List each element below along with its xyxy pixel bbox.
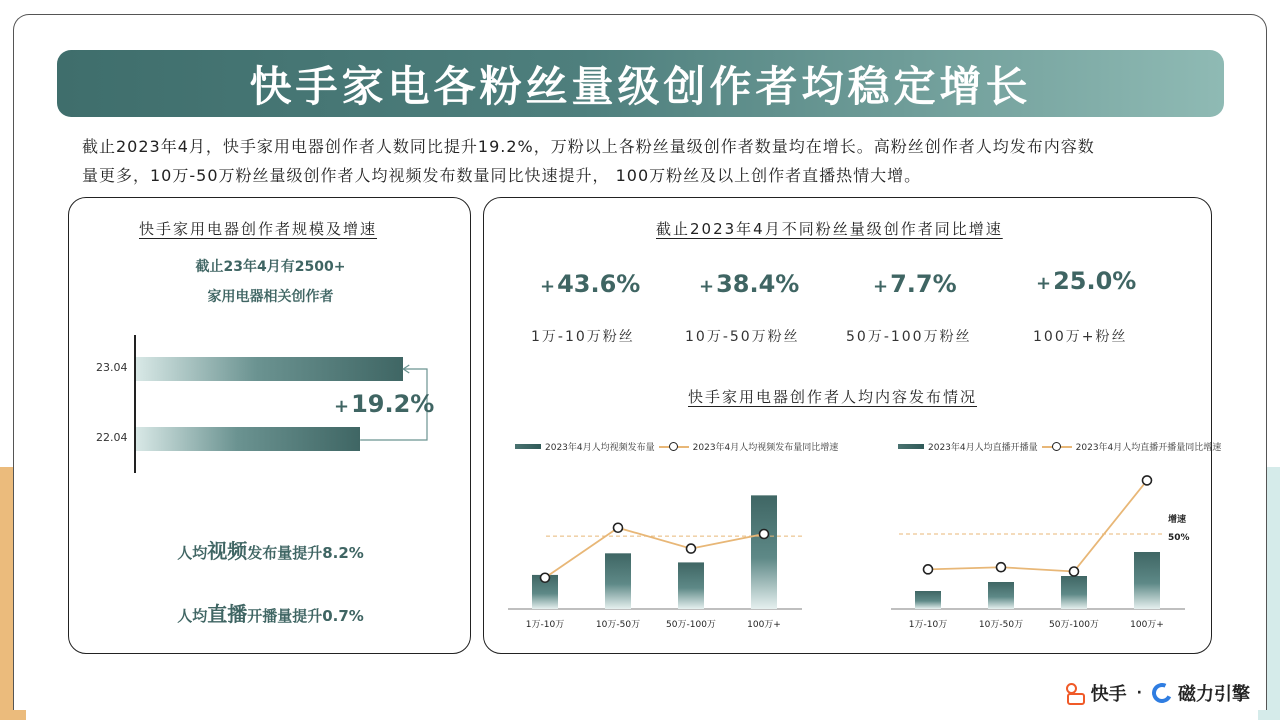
creator-count-line-1: 截止23年4月有2500+ — [195, 259, 346, 275]
page-title: 快手家电各粉丝量级创作者均稳定增长 — [249, 61, 1032, 111]
creator-scale-panel — [68, 197, 471, 654]
growth-point-1 — [924, 565, 933, 574]
x-tick-label-3: 50万-100万 — [1049, 620, 1099, 630]
creator-count-line-2: 家用电器相关创作者 — [207, 289, 334, 305]
growth-point-3 — [1070, 567, 1079, 576]
video-legend — [515, 440, 838, 453]
growth-point-1 — [541, 573, 550, 582]
x-tick-label-1: 1万-10万 — [525, 620, 565, 630]
logo-separator: · — [1136, 685, 1142, 701]
growth-point-4 — [760, 530, 769, 539]
video-line-pre: 人均 — [177, 544, 208, 562]
growth-point-2 — [614, 523, 623, 532]
kuaishou-logo-text: 快手 — [1090, 684, 1127, 705]
ref-label-line-1: 增速 — [1168, 515, 1187, 525]
live-line-em: 直播 — [207, 602, 248, 626]
growth-point-3 — [687, 544, 696, 553]
reference-line-label — [1168, 511, 1190, 547]
stat-label-2: 10万-50万粉丝 — [685, 329, 800, 345]
bar-4 — [1134, 552, 1160, 609]
stat-label-1: 1万-10万粉丝 — [531, 329, 635, 345]
legend-line-swatch — [1042, 442, 1072, 452]
live-line-pre: 人均 — [177, 607, 208, 625]
video-legend-bar: 2023年4月人均视频发布量 — [545, 443, 655, 453]
hbar-label-2304: 23.04 — [96, 361, 128, 374]
growth-annotation — [334, 390, 434, 418]
creator-scale-title: 快手家用电器创作者规模及增速 — [139, 220, 378, 238]
bar-3 — [678, 562, 704, 609]
cili-logo-text: 磁力引擎 — [1178, 684, 1250, 705]
intro-line-1: 截止2023年4月，快手家用电器创作者人数同比提升19.2%，万粉以上各粉丝量级创作者数量均在增长。高粉丝创作者人均发布内容数 — [82, 137, 1095, 156]
x-tick-label-1: 1万-10万 — [908, 620, 948, 630]
stat-value-4: +25.0% — [1036, 267, 1137, 295]
stat-value-3: +7.7% — [873, 270, 957, 298]
stat-label-4: 100万+粉丝 — [1033, 329, 1128, 345]
hbar-label-2204: 22.04 — [96, 431, 128, 444]
bar-1 — [915, 591, 941, 609]
stat-value-1: +43.6% — [540, 270, 641, 298]
kuaishou-logo-icon — [1065, 683, 1085, 703]
fan-tier-title: 截止2023年4月不同粉丝量级创作者同比增速 — [656, 220, 1003, 238]
growth-value: 19.2% — [351, 390, 435, 418]
x-tick-label-2: 10万-50万 — [978, 620, 1024, 630]
content-publish-title: 快手家用电器创作者人均内容发布情况 — [688, 388, 978, 406]
growth-bracket — [69, 198, 472, 498]
live-legend — [898, 440, 1221, 453]
live-publish-chart — [887, 458, 1197, 638]
bar-3 — [1061, 576, 1087, 609]
live-legend-bar: 2023年4月人均直播开播量 — [928, 443, 1038, 453]
growth-plus: + — [334, 396, 350, 417]
legend-bar-swatch — [515, 444, 541, 449]
stat-value-2: +38.4% — [699, 270, 800, 298]
x-tick-label-4: 100万+ — [1130, 620, 1164, 630]
growth-line — [928, 480, 1147, 571]
video-growth-line — [69, 535, 472, 564]
video-line-em: 视频 — [207, 539, 248, 563]
brand-logos — [1065, 680, 1250, 706]
x-tick-label-2: 10万-50万 — [595, 620, 641, 630]
legend-line-swatch — [659, 442, 689, 452]
growth-point-4 — [1143, 476, 1152, 485]
bar-4 — [751, 495, 777, 609]
x-tick-label-4: 100万+ — [747, 620, 781, 630]
legend-bar-swatch — [898, 444, 924, 449]
cili-logo-icon — [1149, 680, 1175, 706]
live-line-post: 开播量提升0.7% — [247, 607, 364, 625]
ref-label-line-2: 50% — [1168, 533, 1190, 543]
bar-2 — [988, 582, 1014, 609]
intro-paragraph — [82, 132, 1202, 190]
video-line-post: 发布量提升8.2% — [247, 544, 364, 562]
fan-tier-panel — [483, 197, 1222, 654]
video-publish-chart — [504, 478, 814, 638]
x-tick-label-3: 50万-100万 — [666, 620, 716, 630]
video-legend-line: 2023年4月人均视频发布量同比增速 — [692, 443, 839, 453]
live-growth-line — [69, 598, 472, 627]
growth-point-2 — [997, 563, 1006, 572]
title-banner — [57, 50, 1224, 117]
growth-line — [545, 528, 764, 578]
bar-2 — [605, 553, 631, 609]
intro-line-2: 量更多，10万-50万粉丝量级创作者人均视频发布数量同比快速提升， 100万粉丝及以上创作者直播热情大增。 — [82, 166, 922, 185]
stat-label-3: 50万-100万粉丝 — [846, 329, 972, 345]
live-legend-line: 2023年4月人均直播开播量同比增速 — [1075, 443, 1222, 453]
